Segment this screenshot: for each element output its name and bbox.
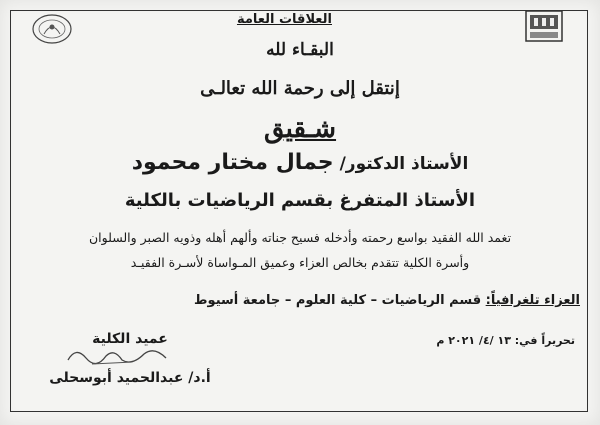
condolence-line-2: وأسرة الكلية تتقدم بخالص العزاء وعميق المـواساة لأسـرة الفقيـد [130,255,470,270]
telegram-condolence [194,293,580,308]
telegram-address: قسم الرياضيات – كلية العلوم – جامعة أسيوط [194,293,482,308]
condolence-line-1: تغمد الله الفقيد بواسع رحمته وأدخله فسيح جناته وألهم أهله وذويه الصبر والسلوان [88,230,512,245]
dean-signature [62,342,182,370]
relation-label: شـقيق [263,114,337,144]
dean-title: عميد الكلية [92,331,168,347]
university-logo-right [522,8,566,44]
department-header: العلاقات العامة [236,12,332,27]
telegram-label: العزاء تلغرافياً: [485,293,580,308]
issue-date: تحريراً في: ١٣ /٤/ ٢٠٢١ م [436,334,575,347]
faculty-logo-left [30,12,74,46]
announcement-line: إنتقل إلى رحمة الله تعالـى [200,78,400,99]
deceased-name-row [40,150,560,175]
dean-name: أ.د/ عبدالحميد أبوسحلى [49,370,211,386]
name-prefix: الأستاذ الدكتور/ [339,154,469,174]
deceased-position: الأستاذ المتفرغ بقسم الرياضيات بالكلية [124,190,476,211]
notice-title: البقـاء لله [266,40,334,60]
deceased-name: جمال مختار محمود [131,150,334,175]
